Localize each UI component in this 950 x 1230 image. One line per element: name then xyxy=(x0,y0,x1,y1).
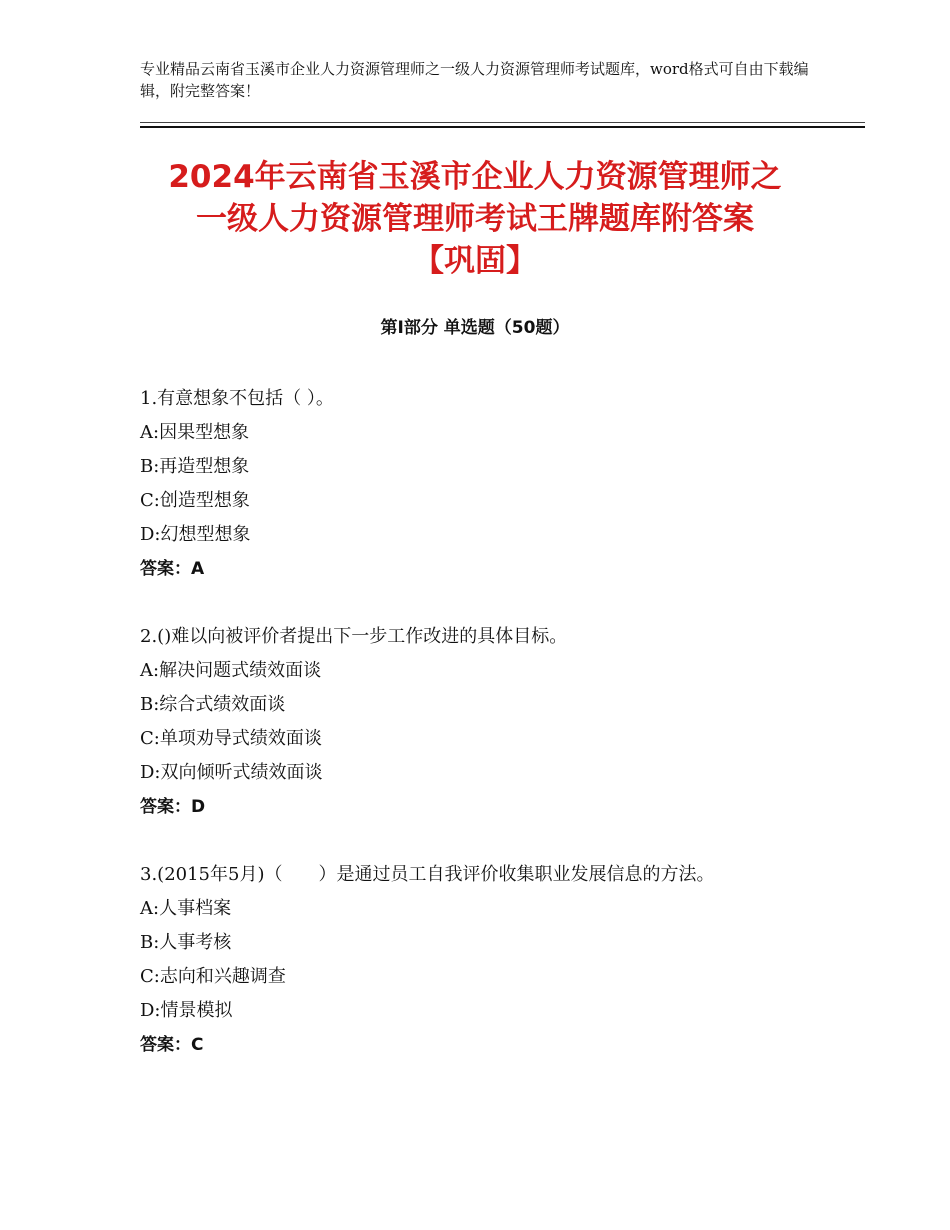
question-stem: 2.()难以向被评价者提出下一步工作改进的具体目标。 xyxy=(140,626,568,647)
option-d: D:情景模拟 xyxy=(140,1000,233,1021)
header-note: 专业精品云南省玉溪市企业人力资源管理师之一级人力资源管理师考试题库，word格式可自由下载编辑，附完整答案！ xyxy=(140,60,809,100)
option-a: A:解决问题式绩效面谈 xyxy=(140,660,322,681)
option-a: A:因果型想象 xyxy=(140,422,250,443)
option-b: B:综合式绩效面谈 xyxy=(140,694,286,715)
answer-label: 答案：A xyxy=(140,559,205,579)
question-2 xyxy=(140,620,820,824)
header-divider-thin xyxy=(140,122,865,123)
option-b: B:再造型想象 xyxy=(140,456,250,477)
option-c: C:创造型想象 xyxy=(140,490,250,511)
document-title-line-3: 【巩固】 xyxy=(413,243,537,279)
option-c: C:志向和兴趣调查 xyxy=(140,966,286,987)
answer-label: 答案：C xyxy=(140,1035,204,1055)
question-stem: 3.(2015年5月)（ ）是通过员工自我评价收集职业发展信息的方法。 xyxy=(140,864,715,885)
document-title xyxy=(95,156,855,282)
question-stem: 1.有意想象不包括（ ）。 xyxy=(140,388,334,409)
option-d: D:幻想型想象 xyxy=(140,524,251,545)
option-c: C:单项劝导式绩效面谈 xyxy=(140,728,322,749)
question-3 xyxy=(140,858,820,1062)
answer-label: 答案：D xyxy=(140,797,206,817)
document-title-line-2: 一级人力资源管理师考试王牌题库附答案 xyxy=(196,201,754,237)
option-d: D:双向倾听式绩效面谈 xyxy=(140,762,323,783)
section-title: 第Ⅰ部分 单选题（50题） xyxy=(380,318,570,338)
document-title-line-1: 2024年云南省玉溪市企业人力资源管理师之 xyxy=(168,159,782,195)
header-divider-thick xyxy=(140,126,865,128)
option-a: A:人事档案 xyxy=(140,898,232,919)
question-1 xyxy=(140,382,820,586)
question-list xyxy=(140,382,820,1096)
option-b: B:人事考核 xyxy=(140,932,232,953)
